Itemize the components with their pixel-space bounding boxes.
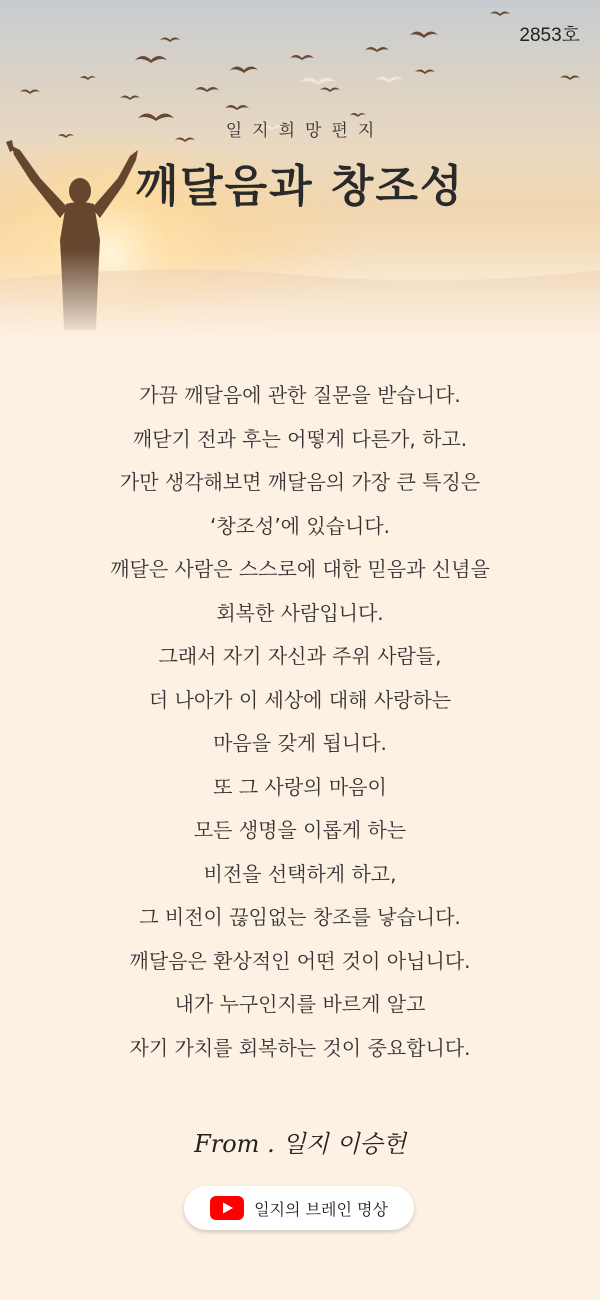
letter-line: 가끔 깨달음에 관한 질문을 받습니다.	[139, 383, 461, 407]
letter-line: 회복한 사람입니다.	[216, 600, 384, 625]
letter-line: 모든 생명을 이롭게 하는	[193, 818, 407, 842]
letter-line: 깨닫기 전과 후는 어떻게 다른가, 하고.	[132, 426, 468, 451]
letter-line: 그래서 자기 자신과 주위 사람들,	[158, 644, 442, 668]
letter-line: 내가 누구인지를 바르게 알고	[174, 992, 426, 1016]
signature: From . 일지 이승헌	[194, 1130, 406, 1158]
youtube-channel-button[interactable]	[184, 1186, 414, 1230]
letter-line: 깨달음은 환상적인 어떤 것이 아닙니다.	[129, 948, 471, 973]
letter-line: 가만 생각해보면 깨달음의 가장 큰 특징은	[119, 470, 481, 494]
letter-line: 그 비전이 끊임없는 창조를 낳습니다.	[139, 905, 461, 929]
letter-line: ‘창조성’에 있습니다.	[210, 513, 390, 538]
letter-line: 마음을 갖게 됩니다.	[213, 731, 387, 755]
hero-fade	[0, 250, 600, 340]
page-title: 깨달음과 창조성	[135, 161, 465, 212]
letter-series-subtitle: 일지희망편지	[225, 121, 385, 141]
letter-line: 깨달은 사람은 스스로에 대한 믿음과 신념을	[110, 557, 490, 581]
youtube-channel-label: 일지의 브레인 명상	[254, 1199, 388, 1219]
youtube-icon	[210, 1196, 244, 1220]
letter-line: 자기 가치를 회복하는 것이 중요합니다.	[129, 1035, 471, 1060]
hero-banner	[0, 0, 600, 340]
letter-line: 또 그 사랑의 마음이	[213, 774, 387, 799]
letter-line: 더 나아가 이 세상에 대해 사랑하는	[148, 687, 452, 712]
letter-line: 비전을 선택하게 하고,	[203, 861, 397, 886]
letter-body	[0, 374, 600, 1070]
issue-number: 2853호	[519, 25, 580, 46]
